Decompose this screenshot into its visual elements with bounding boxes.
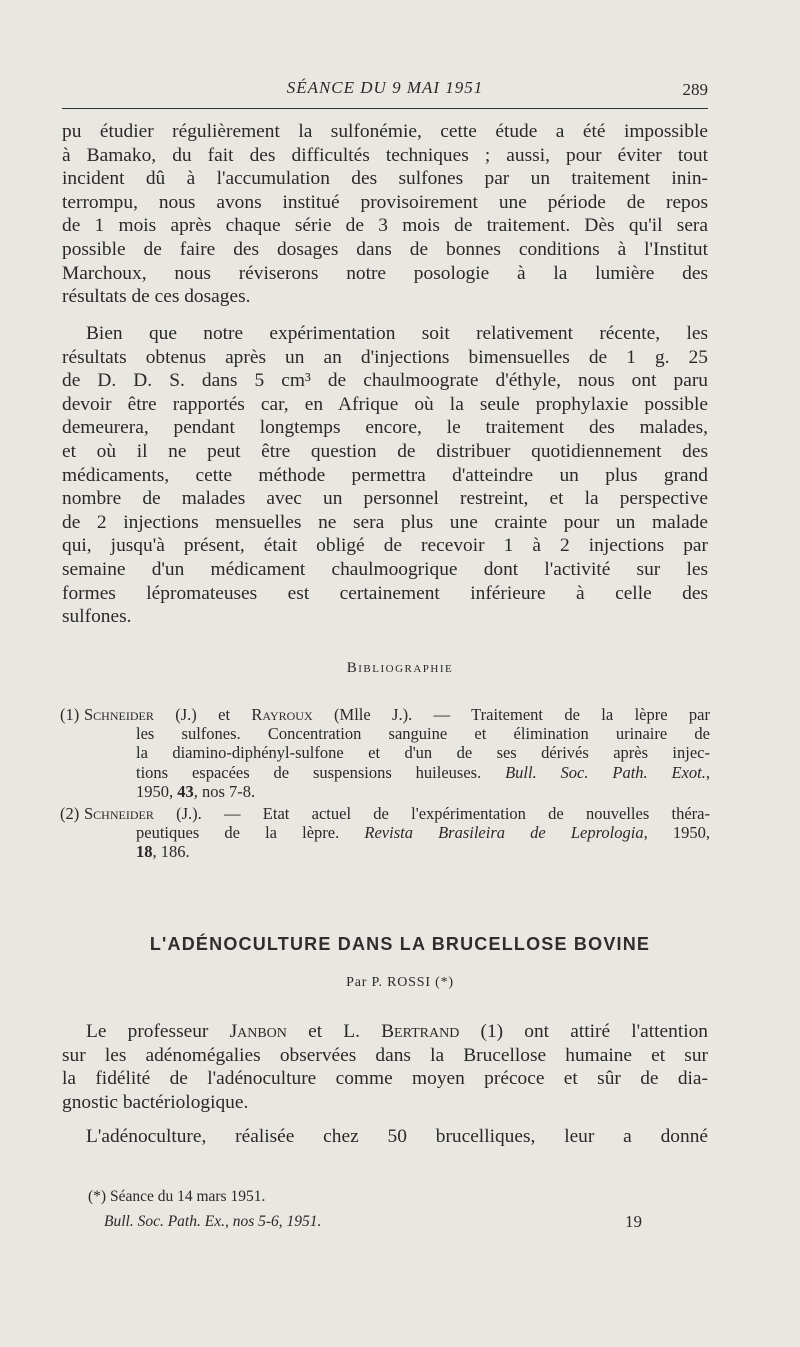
paragraph-1-line: incident dû à l'accumulation des sulfones par un traitement inin- [62,168,708,190]
reference-line: la diamino-diphényl-sulfone et d'un de ses dérivés après injec- [136,743,710,763]
paragraph-2-line: semaine d'un médicament chaulmoogrique dont l'activité sur les [62,558,708,580]
paragraph-2-line: de 2 injections mensuelles ne sera plus une crainte pour un malade [62,511,708,533]
reference-pages: , nos 7-8. [193,781,256,801]
paragraph-1-line: résultats de ces dosages. [62,286,251,308]
footnotes [88,1184,628,1234]
paragraph-4 [62,1125,708,1149]
paragraph-2-line: devoir être rapportés car, en Afrique où la seule prophylaxie possible [62,393,708,415]
paragraph-2-line: médicaments, cette méthode permettra d'atteindre un plus grand [62,464,708,486]
paragraph-2-line: qui, jusqu'à présent, était obligé de recevoir 1 à 2 injections par [62,535,708,557]
paragraph-3-line: sur les adénomégalies observées dans la Brucellose humaine et sur [62,1044,708,1066]
paragraph-2-line: demeurera, pendant longtemps encore, le traitement des malades, [62,417,708,439]
running-title: SÉANCE DU 9 MAI 1951 [286,78,484,97]
reference-text: peutiques de la lèpre. [136,823,365,843]
running-head [62,78,708,102]
reference-author: Schneider [84,705,154,724]
reference-line: tions espacées de suspensions huileuses. [136,762,482,782]
paragraph-3-line: gnostic bactériologique. [62,1091,249,1113]
paragraph-2-line: formes lépromateuses est certainement inférieure à celle des [62,582,708,604]
reference-number: (2) [60,804,80,824]
page-number: 289 [682,80,708,99]
paragraph-2-line: nombre de malades avec un personnel restreint, et la perspective [62,488,708,510]
reference-pages: , 186. [152,842,190,862]
paragraph-3-text: et L. [286,1021,382,1042]
reference-year: 1950, [136,781,178,801]
paragraph-1-line: pu étudier régulièrement la sulfonémie, cette étude a été impossible [62,121,708,142]
reference-number: (1) [60,705,80,724]
reference-volume: 18 [136,842,153,862]
reference-line: les sulfones. Concentration sanguine et élimination urinaire de [136,724,710,744]
signature-mark: 19 [625,1212,642,1231]
footnote-2: Bull. Soc. Path. Ex., nos 5-6, 1951. [104,1213,322,1230]
reference-author: Schneider [84,804,154,824]
cited-author: Bertrand [381,1021,460,1042]
paragraph-2-line: de D. D. S. dans 5 cm³ de chaulmoograte d'éthyle, nous ont paru [62,370,708,392]
paragraph-2-line: et où il ne peut être question de distribuer quotidiennement des [62,440,708,462]
paragraph-2-line: Bien que notre expérimentation soit relativement récente, les [86,323,708,344]
reference-author: Rayroux [251,705,313,724]
paragraph-1-line: terrompu, nous avons institué provisoirement une période de repos [62,191,708,213]
reference-year: , 1950, [643,823,710,843]
footnote-1: (*) Séance du 14 mars 1951. [88,1188,266,1205]
paragraph-2 [62,322,708,629]
paragraph-2-line: sulfones. [62,606,132,628]
reference-2 [60,804,710,862]
reference-journal: Bull. Soc. Path. Exot. [505,762,706,782]
paragraph-3 [62,1020,708,1114]
paragraph-1-line: possible de faire des dosages dans de bonnes conditions à l'Institut [62,238,708,260]
paragraph-1 [62,120,708,309]
article-byline: Par P. ROSSI (*) [346,975,454,990]
paragraph-4-line: L'adénoculture, réalisée chez 50 brucelliques, leur a donné [86,1126,708,1147]
reference-journal: Revista Brasileira de Leprologia [364,823,644,843]
bibliography-title: Bibliographie [346,660,454,676]
reference-text: (Mlle J.). — Traitement de la lèpre par [312,705,710,724]
reference-text: (J.). — Etat actuel de l'expérimentation de nouvelles théra- [153,804,710,824]
paragraph-1-line: de 1 mois après chaque série de 3 mois de traitement. Dès qu'il sera [62,215,708,237]
paragraph-3-text: (1) ont attiré l'attention [459,1021,708,1042]
paragraph-1-line: Marchoux, nous réviserons notre posologie à la lumière des [62,262,708,284]
bibliography-list [60,705,710,865]
article-title: L'ADÉNOCULTURE DANS LA BRUCELLOSE BOVINE [149,934,651,954]
paragraph-1-line: à Bamako, du fait des difficultés techniques ; aussi, pour éviter tout [62,144,708,166]
reference-volume: 43 [177,781,194,801]
paragraph-2-line: résultats obtenus après un an d'injections bimensuelles de 1 g. 25 [62,346,708,368]
header-rule [62,108,708,109]
paragraph-3-text: Le professeur [86,1021,230,1042]
reference-1: (1) Schneider (J.) et Rayroux (Mlle J.). — Traitement de la lèpre par les sulfones. Concentration sanguine et élimination urinaire de la diamino-diphényl-sulfone et d'un de ses dérivés après injec- tions espacées de suspensions huileuses. Bull. Soc. Path. Exot., 1950, 43, nos 7-8. [60,705,711,801]
cited-author: Janbon [229,1021,287,1042]
reference-text: (J.) et [153,705,252,724]
paragraph-3-line: la fidélité de l'adénoculture comme moyen précoce et sûr de dia- [62,1068,708,1090]
